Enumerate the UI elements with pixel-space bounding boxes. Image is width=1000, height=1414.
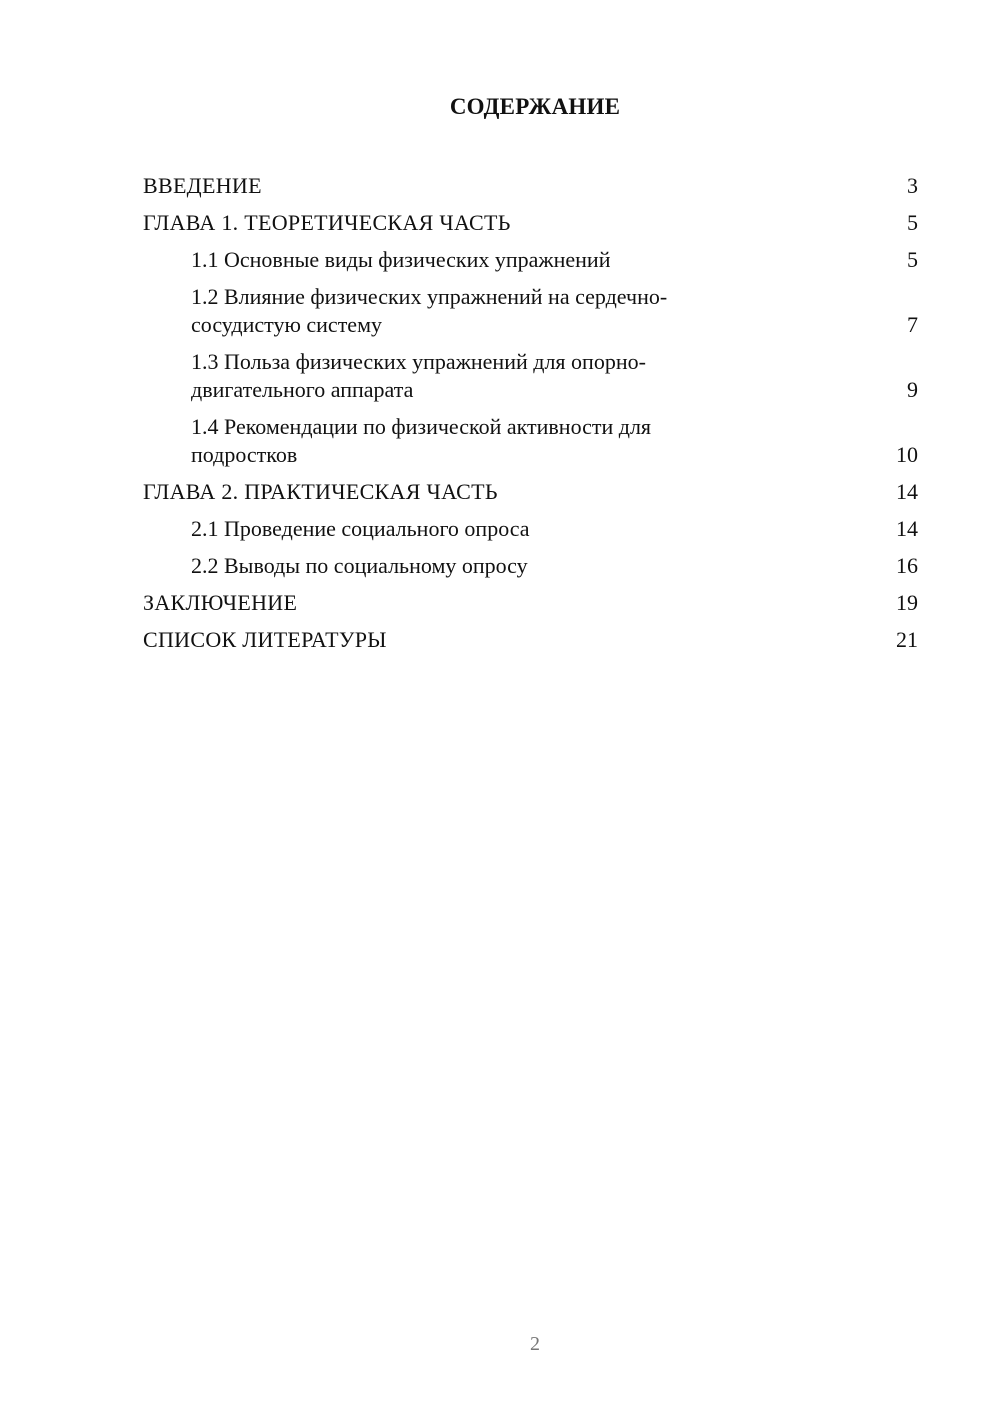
toc-entry-page: 16 (896, 553, 918, 578)
toc-entry-page: 5 (907, 210, 918, 235)
toc-entry (143, 548, 918, 585)
toc-entry-page: 14 (896, 516, 918, 541)
toc-entry-page: 21 (896, 627, 918, 652)
toc-entry-page: 5 (907, 247, 918, 272)
toc-entry (143, 409, 918, 474)
toc-entry (143, 622, 918, 659)
toc-entry-label: 1.4 Рекомендации по физической активности для подростков (191, 414, 652, 467)
toc-entry (143, 344, 918, 409)
toc-entry-label: ВВЕДЕНИЕ (143, 173, 262, 198)
page-title: СОДЕРЖАНИЕ (449, 94, 621, 119)
toc-entry-label: 2.2 Выводы по социальному опросу (191, 553, 528, 578)
toc-entry (143, 205, 918, 242)
toc-entry-label: СПИСОК ЛИТЕРАТУРЫ (143, 627, 387, 652)
toc-entry-page: 9 (907, 377, 918, 402)
toc-entry (143, 585, 918, 622)
toc-entry (143, 242, 918, 279)
toc-entry-label: ГЛАВА 2. ПРАКТИЧЕСКАЯ ЧАСТЬ (143, 479, 498, 504)
toc-entry-page: 3 (907, 173, 918, 198)
toc-entry-label: ЗАКЛЮЧЕНИЕ (143, 590, 298, 615)
toc-entry-page: 14 (896, 479, 918, 504)
toc-entry-label: ГЛАВА 1. ТЕОРЕТИЧЕСКАЯ ЧАСТЬ (143, 210, 511, 235)
page-number: 2 (530, 1333, 540, 1355)
toc-entry-label: 1.2 Влияние физических упражнений на сердечно-сосудистую систему (191, 284, 668, 337)
table-of-contents (143, 168, 918, 659)
toc-entry (143, 511, 918, 548)
toc-entry-label: 2.1 Проведение социального опроса (191, 516, 530, 541)
toc-entry-page: 7 (907, 312, 918, 337)
toc-entry-label: 1.1 Основные виды физических упражнений (191, 247, 611, 272)
toc-entry (143, 474, 918, 511)
toc-entry-label: 1.3 Польза физических упражнений для опорно-двигательного аппарата (191, 349, 646, 402)
toc-entry (143, 279, 918, 344)
toc-entry (143, 168, 918, 205)
toc-entry-page: 19 (896, 590, 918, 615)
toc-entry-page: 10 (896, 442, 918, 467)
